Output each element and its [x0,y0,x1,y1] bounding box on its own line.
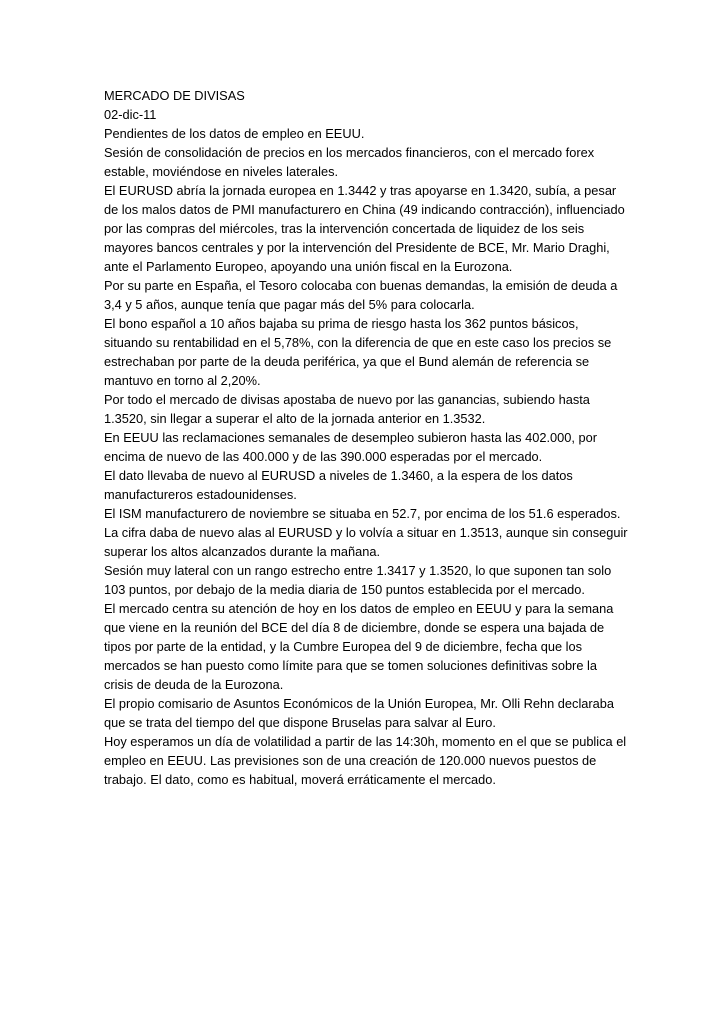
document-page [104,86,628,789]
paragraph-7: El dato llevaba de nuevo al EURUSD a niveles de 1.3460, a la espera de los datos manufactureros estadounidenses. [104,468,573,502]
paragraph-10: El mercado centra su atención de hoy en los datos de empleo en EEUU y para la semana que viene en la reunión del BCE del día 8 de diciembre, donde se espera una bajada de tipos por parte de la entidad, y la Cumbre Europea del 9 de diciembre, fecha que los mercados se han puesto como límite para que se tomen soluciones definitivas sobre la crisis de deuda de la Eurozona. [104,601,614,692]
document-date: 02-dic-11 [104,107,157,122]
paragraph-9: Sesión muy lateral con un rango estrecho entre 1.3417 y 1.3520, lo que suponen tan solo 103 puntos, por debajo de la media diaria de 150 puntos establecida por el mercado. [104,563,612,597]
paragraph-6: En EEUU las reclamaciones semanales de desempleo subieron hasta las 402.000, por encima de nuevo de las 400.000 y de las 390.000 esperadas por el mercado. [104,430,597,464]
document-subtitle: Pendientes de los datos de empleo en EEUU. [104,126,365,141]
document-title: MERCADO DE DIVISAS [104,88,245,103]
paragraph-3: Por su parte en España, el Tesoro colocaba con buenas demandas, la emisión de deuda a 3,4 y 5 años, aunque tenía que pagar más del 5% para colocarla. [104,278,618,312]
paragraph-4: El bono español a 10 años bajaba su prima de riesgo hasta los 362 puntos básicos, situando su rentabilidad en el 5,78%, con la diferencia de que en este caso los precios se estrechaban por parte de la deuda periférica, ya que el Bund alemán de referencia se mantuvo en torno al 2,20%. [104,316,612,388]
paragraph-1: Sesión de consolidación de precios en los mercados financieros, con el mercado forex estable, moviéndose en niveles laterales. [104,145,595,179]
paragraph-8: El ISM manufacturero de noviembre se situaba en 52.7, por encima de los 51.6 esperados. La cifra daba de nuevo alas al EURUSD y lo volvía a situar en 1.3513, aunque sin conseguir superar los altos alcanzados durante la mañana. [104,506,628,559]
paragraph-11: El propio comisario de Asuntos Económicos de la Unión Europea, Mr. Olli Rehn declaraba que se trata del tiempo del que dispone Bruselas para salvar al Euro. [104,696,615,730]
paragraph-12: Hoy esperamos un día de volatilidad a partir de las 14:30h, momento en el que se publica el empleo en EEUU. Las previsiones son de una creación de 120.000 nuevos puestos de trabajo. El dato, como es habitual, moverá erráticamente el mercado. [104,734,627,787]
paragraph-2: El EURUSD abría la jornada europea en 1.3442 y tras apoyarse en 1.3420, subía, a pesar de los malos datos de PMI manufacturero en China (49 indicando contracción), influenciado por las compras del miércoles, tras la intervención concertada de liquidez de los seis mayores bancos centrales y por la intervención del Presidente de BCE, Mr. Mario Draghi, ante el Parlamento Europeo, apoyando una unión fiscal en la Eurozona. [104,183,625,274]
paragraph-5: Por todo el mercado de divisas apostaba de nuevo por las ganancias, subiendo hasta 1.3520, sin llegar a superar el alto de la jornada anterior en 1.3532. [104,392,590,426]
